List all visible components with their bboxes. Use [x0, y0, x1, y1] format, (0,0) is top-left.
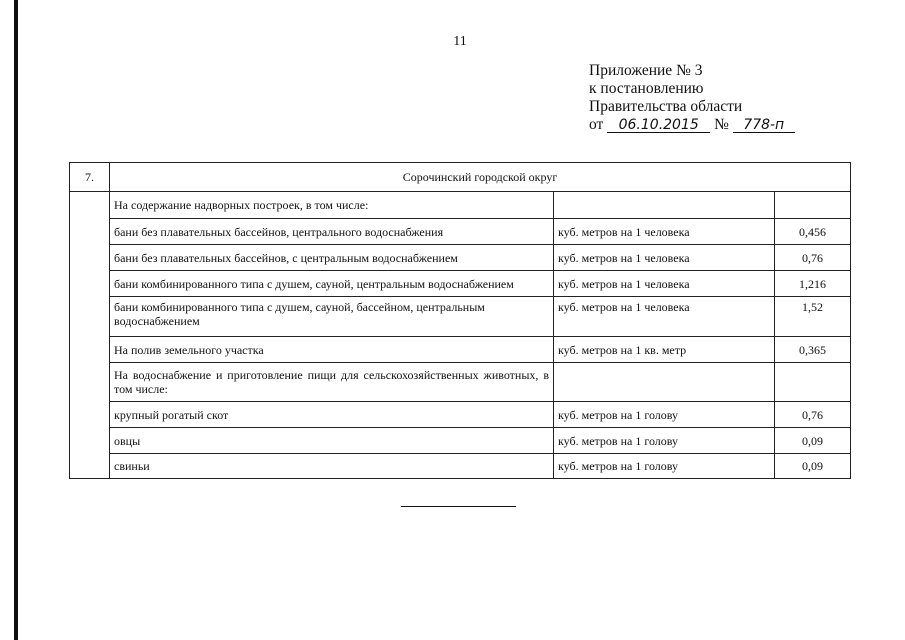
row-unit [554, 192, 775, 219]
row-name: бани без плавательных бассейнов, центрального водоснабжения [110, 219, 554, 245]
row-unit: куб. метров на 1 голову [554, 402, 775, 428]
row-value: 0,09 [775, 454, 851, 479]
row-name: крупный рогатый скот [110, 402, 554, 428]
row-value: 0,76 [775, 245, 851, 271]
table-row [70, 245, 851, 271]
scan-edge-line [14, 0, 18, 640]
row-unit: куб. метров на 1 человека [554, 271, 775, 297]
norms-table [69, 162, 851, 479]
row-unit: куб. метров на 1 человека [554, 297, 775, 337]
from-prefix: от [589, 116, 604, 133]
section-header-row [70, 163, 851, 192]
section-number: 7. [70, 163, 110, 192]
row-value: 0,09 [775, 428, 851, 454]
appendix-header [589, 62, 795, 134]
table-row [70, 428, 851, 454]
row-value: 1,216 [775, 271, 851, 297]
row-name: свиньи [110, 454, 554, 479]
table-row [70, 363, 851, 402]
table-row [70, 219, 851, 245]
page-number: 11 [453, 34, 467, 49]
row-unit: куб. метров на 1 голову [554, 454, 775, 479]
row-name: бани комбинированного типа с душем, сауной, бассейном, центральным водоснабжением [110, 297, 554, 337]
row-name: На содержание надворных построек, в том числе: [110, 192, 554, 219]
row-value: 0,365 [775, 337, 851, 363]
row-value [775, 192, 851, 219]
table-row [70, 271, 851, 297]
appendix-date-line [589, 116, 795, 134]
section-title: Сорочинский городской округ [110, 163, 851, 192]
row-unit: куб. метров на 1 голову [554, 428, 775, 454]
row-name: бани без плавательных бассейнов, с центральным водоснабжением [110, 245, 554, 271]
row-unit [554, 363, 775, 402]
appendix-title: Приложение № 3 [589, 62, 703, 79]
row-value: 0,456 [775, 219, 851, 245]
row-unit: куб. метров на 1 человека [554, 245, 775, 271]
handwritten-date: 06.10.2015 [607, 118, 710, 133]
handwritten-number: 778-п [733, 118, 795, 133]
row-name: На водоснабжение и приготовление пищи для сельскохозяйственных животных, в том числе: [110, 363, 554, 402]
row-value: 1,52 [775, 297, 851, 337]
row-name: бани комбинированного типа с душем, сауной, центральным водоснабжением [110, 271, 554, 297]
number-prefix: № [714, 116, 729, 133]
row-name: На полив земельного участка [110, 337, 554, 363]
number-column-blank [70, 192, 110, 479]
row-unit: куб. метров на 1 человека [554, 219, 775, 245]
appendix-line-3: Правительства области [589, 98, 743, 115]
appendix-line-2: к постановлению [589, 80, 704, 97]
row-name: овцы [110, 428, 554, 454]
table-row [70, 402, 851, 428]
end-divider [401, 506, 516, 507]
table-row [70, 192, 851, 219]
row-unit: куб. метров на 1 кв. метр [554, 337, 775, 363]
table-row [70, 337, 851, 363]
table-row [70, 454, 851, 479]
row-value: 0,76 [775, 402, 851, 428]
row-value [775, 363, 851, 402]
table-row [70, 297, 851, 337]
